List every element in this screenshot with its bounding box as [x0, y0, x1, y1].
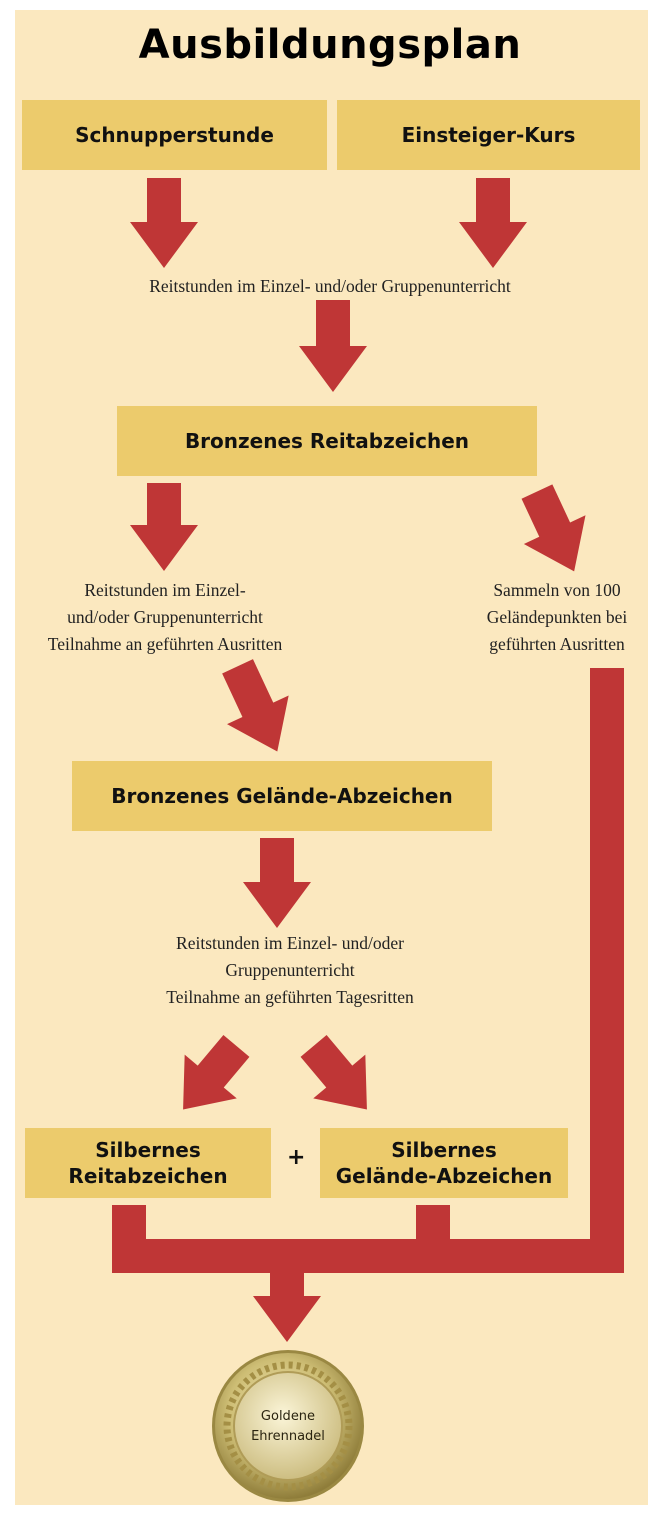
arrow-down-icon: [459, 178, 527, 268]
note-step3: Reitstunden im Einzel- und/oder Gruppenunterricht Teilnahme an geführten Tagesritten: [166, 933, 414, 1007]
medal-label-line2: Ehrennadel: [251, 1429, 325, 1444]
arrow-diagonal-icon: [506, 477, 605, 585]
arrow-diagonal-icon: [288, 1024, 393, 1131]
arrow-down-icon: [130, 178, 198, 268]
box-bronzenes-gelaende-abzeichen: Bronzenes Gelände-Abzeichen: [72, 761, 492, 831]
arrow-down-icon: [299, 300, 367, 392]
note-step2-right: Sammeln von 100 Geländepunkten bei geführten Ausritten: [486, 580, 628, 654]
connector-bar-horizontal: [112, 1239, 624, 1273]
medal-label-line1: Goldene: [260, 1409, 316, 1424]
arrow-down-icon: [243, 838, 311, 928]
plus-sign: +: [287, 1145, 306, 1170]
medal-icon: [212, 1350, 364, 1502]
note-step1: Reitstunden im Einzel- und/oder Gruppenunterricht: [149, 276, 511, 296]
arrow-down-icon: [253, 1273, 321, 1342]
box-bronzenes-reitabzeichen: Bronzenes Reitabzeichen: [117, 406, 537, 476]
diagram-title: Ausbildungsplan: [138, 22, 522, 68]
box-schnupperstunde: Schnupperstunde: [22, 100, 327, 170]
box-silbernes-reitabzeichen: Silbernes Reitabzeichen: [25, 1128, 271, 1198]
connector-bar-right: [590, 668, 624, 1273]
arrow-down-icon: [130, 483, 198, 571]
note-step2-left: Reitstunden im Einzel- und/oder Gruppenunterricht Teilnahme an geführten Ausritten: [47, 580, 283, 654]
box-silbernes-gelaende-abzeichen: Silbernes Gelände-Abzeichen: [320, 1128, 568, 1198]
arrow-diagonal-icon: [157, 1024, 262, 1131]
box-einsteiger-kurs: Einsteiger-Kurs: [337, 100, 640, 170]
arrow-diagonal-icon: [207, 652, 308, 766]
